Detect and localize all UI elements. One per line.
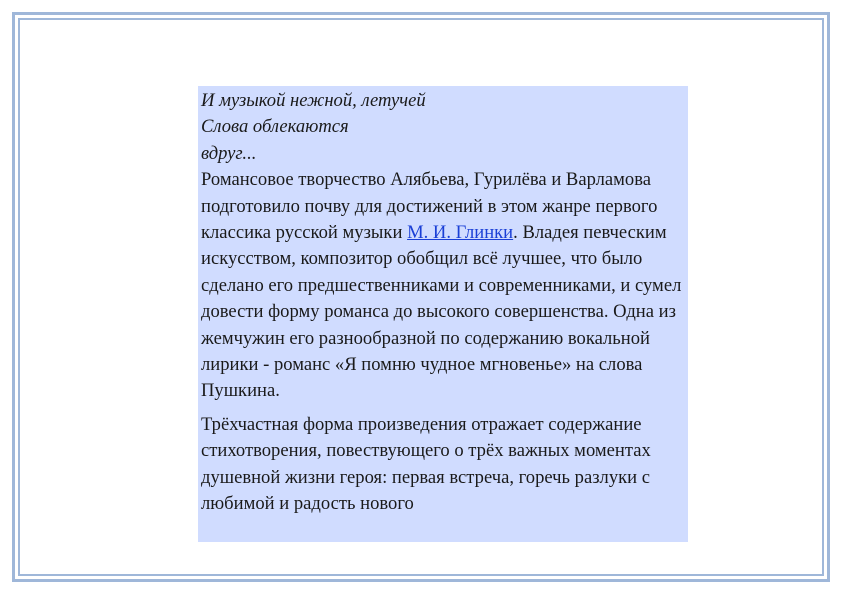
poem-line-2: Слова облекаются bbox=[201, 116, 349, 138]
paragraph-form: Трёхчастная форма произведения отражает содержание стихотворения, повествующего о трёх важных моментах душевной жизни героя: первая встреча, горечь разлуки с любимой и радость нового bbox=[201, 413, 651, 515]
paragraph-glinka-intro: Романсовое творчество Алябьева, Гурилёва и Варламова подготовило почву для достижений в этом жанре первого классика русской музыки bbox=[201, 169, 658, 244]
paragraph-glinka bbox=[201, 167, 684, 405]
paragraph-glinka-body: . Владея певческим искусством, композитор обобщил всё лучшее, что было сделано его предшественниками и современниками, и сумел довести форму романса до высокого совершенства. Одна из жемчужин его разнообразной по содержанию вокальной лирики - романс «Я помню чудное мгновенье» на слова Пушкина. bbox=[201, 222, 682, 402]
poem-line-1: И музыкой нежной, летучей bbox=[201, 90, 426, 111]
poem-line-3: вдруг... bbox=[201, 142, 257, 164]
glinka-link[interactable]: М. И. Глинки bbox=[407, 222, 514, 244]
text-box bbox=[198, 86, 688, 542]
